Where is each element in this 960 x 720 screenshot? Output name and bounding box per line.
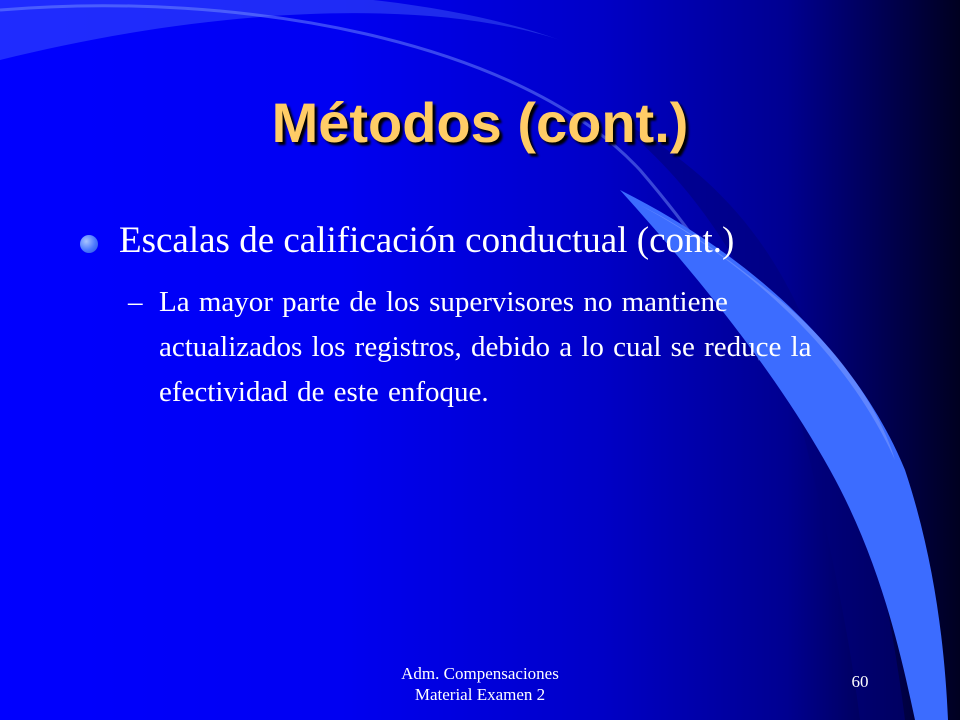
bullet-dot-icon xyxy=(80,235,98,253)
slide-title: Métodos (cont.) xyxy=(271,91,689,154)
footer-line-1: Adm. Compensaciones xyxy=(401,664,559,683)
bright-swoosh xyxy=(620,190,948,720)
sub-bullet-text: La mayor parte de los supervisores no mantiene actualizados los registros, debido a lo cual se reduce la efectividad de este enfoque. xyxy=(159,286,812,408)
bullet-text: Escalas de calificación conductual (cont.) xyxy=(119,220,735,261)
footer-line-2: Material Examen 2 xyxy=(414,685,546,704)
page-number: 60 xyxy=(851,672,869,691)
sub-bullet-dash: – xyxy=(128,286,143,318)
footer-text xyxy=(360,663,600,705)
top-light-band xyxy=(0,0,560,60)
